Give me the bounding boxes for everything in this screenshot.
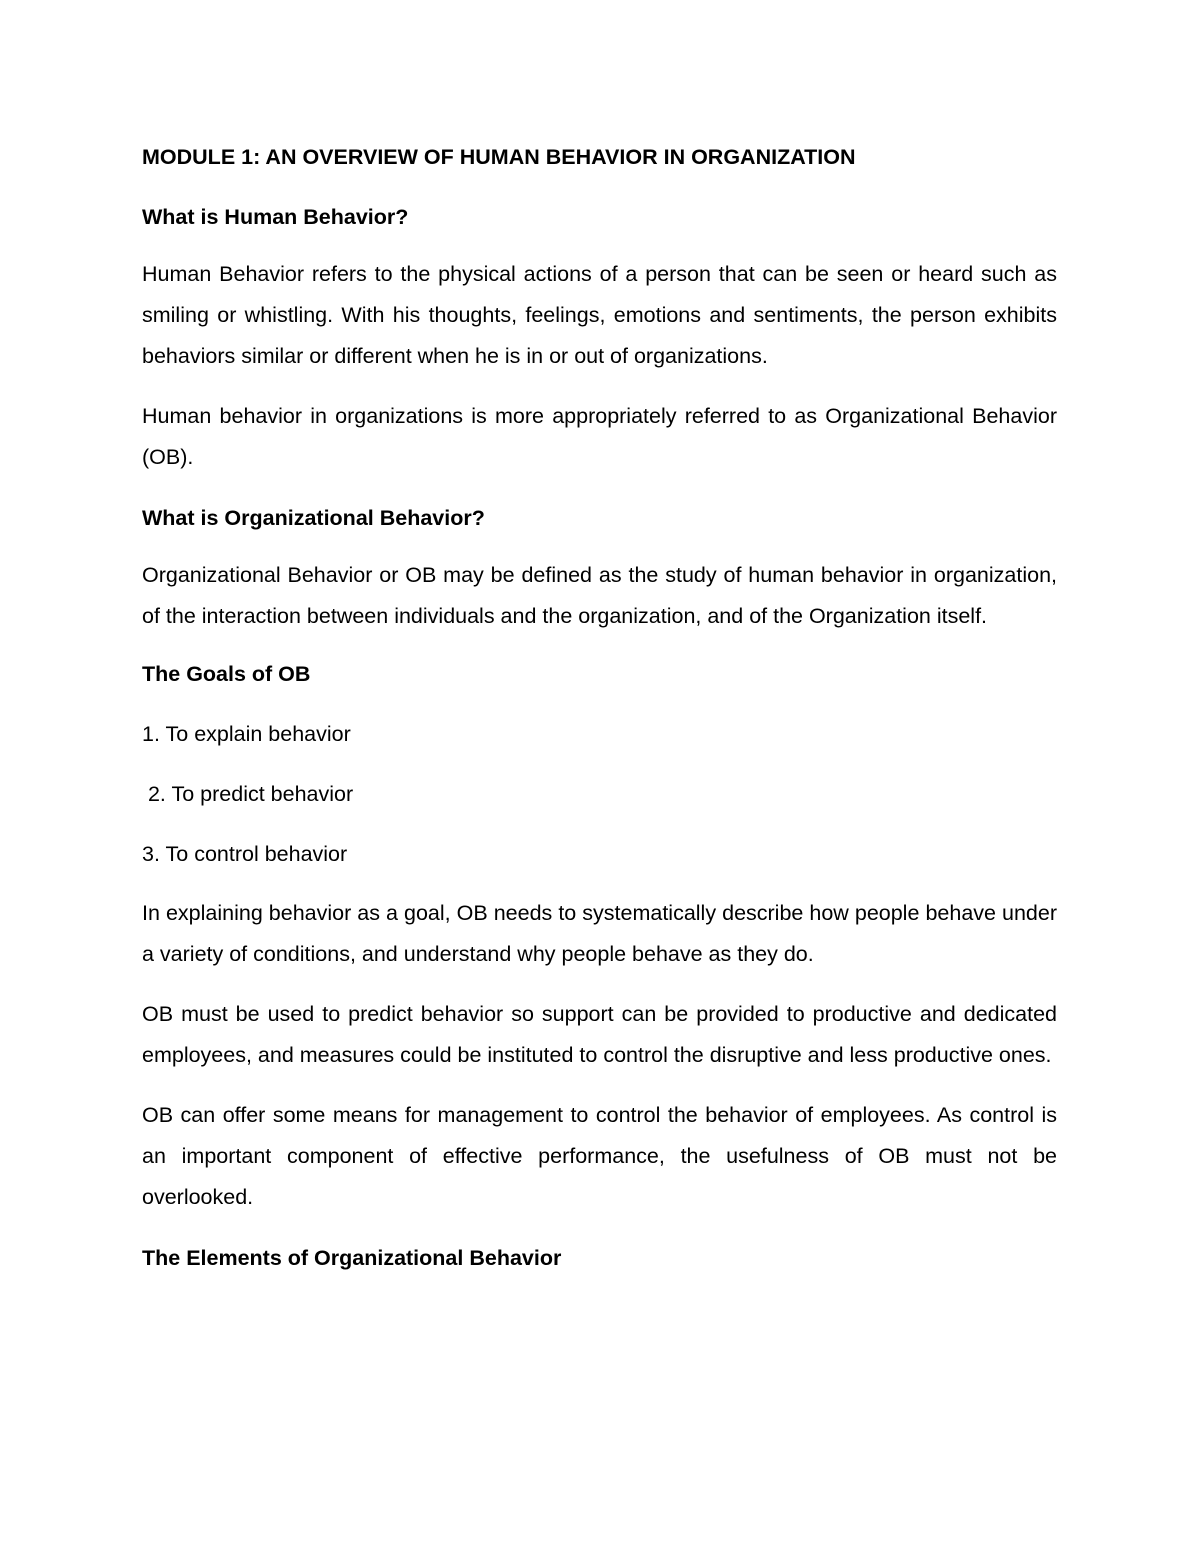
module-title: MODULE 1: AN OVERVIEW OF HUMAN BEHAVIOR IN ORGANIZATION	[142, 145, 856, 169]
paragraph-ob-definition: Organizational Behavior or OB may be defined as the study of human behavior in organization, of the interaction between individuals and the organization, and of the Organization itself.	[142, 563, 1057, 628]
paragraph-human-behavior-definition: Human Behavior refers to the physical actions of a person that can be seen or heard such as smiling or whistling. With his thoughts, feelings, emotions and sentiments, the person exhibits behaviors similar or different when he is in or out of organizations.	[142, 262, 1057, 368]
section-heading-organizational-behavior: What is Organizational Behavior?	[142, 506, 485, 530]
paragraph-predict-behavior: OB must be used to predict behavior so support can be provided to productive and dedicated employees, and measures could be instituted to control the disruptive and less productive ones.	[142, 1002, 1057, 1067]
goal-list-item: 2. To predict behavior	[142, 782, 354, 806]
paragraph-explain-behavior: In explaining behavior as a goal, OB needs to systematically describe how people behave under a variety of conditions, and understand why people behave as they do.	[142, 901, 1057, 966]
goal-list-item: 1. To explain behavior	[142, 722, 351, 746]
section-heading-elements-of-ob: The Elements of Organizational Behavior	[142, 1246, 562, 1270]
paragraph-control-behavior: OB can offer some means for management to control the behavior of employees. As control is an important component of effective performance, the usefulness of OB must not be overlooked.	[142, 1103, 1057, 1209]
paragraph-human-behavior-ob: Human behavior in organizations is more appropriately referred to as Organizational Behavior (OB).	[142, 404, 1057, 469]
document-body	[142, 139, 1057, 1276]
section-heading-goals-of-ob: The Goals of OB	[142, 662, 311, 686]
section-heading-human-behavior: What is Human Behavior?	[142, 205, 409, 229]
goal-list-item: 3. To control behavior	[142, 842, 348, 866]
